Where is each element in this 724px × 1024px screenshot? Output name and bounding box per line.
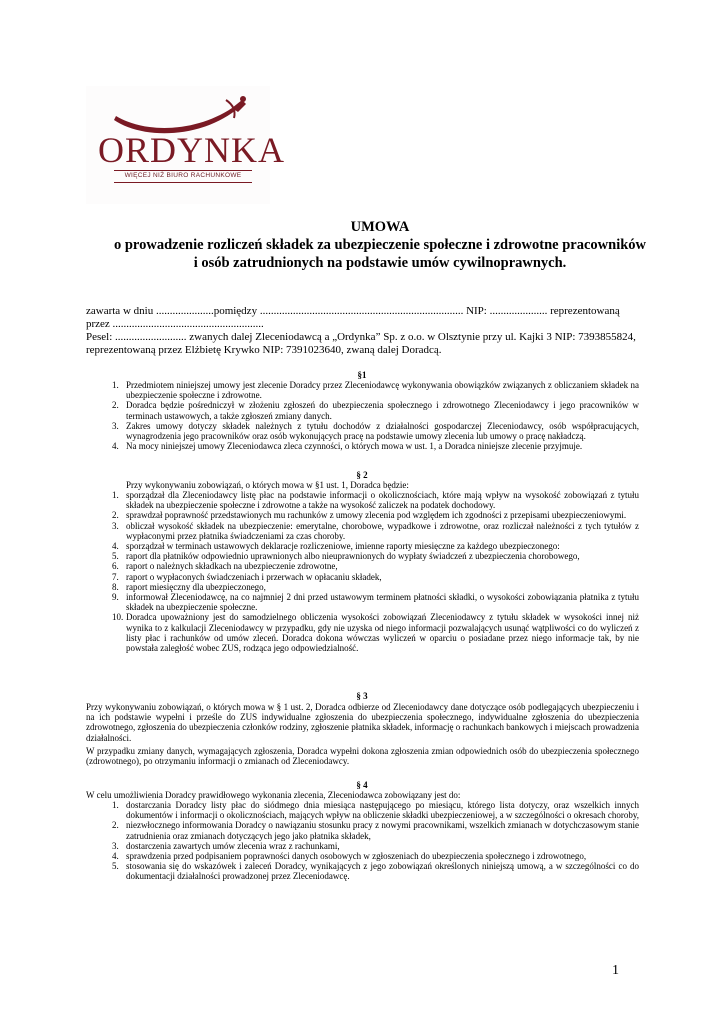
parties-line3: Pesel: .......................... zwanych dalej Zleceniodawcą a „Ordynka” Sp. z o.o. w Olsztynie przy ul. Kajki 3 NIP: 7393855824, bbox=[86, 331, 636, 343]
section-4-heading: § 4 bbox=[356, 780, 368, 790]
section-4-list bbox=[86, 800, 639, 882]
logo-tagline: WIĘCEJ NIŻ BIURO RACHUNKOWE bbox=[124, 172, 242, 179]
doc-title: UMOWA bbox=[350, 219, 410, 235]
list-item: 5. raport dla płatników odpowiednio uprawnionych albo nieuprawnionych do wypłaty świadczeń z ubezpieczenia chorobowego, bbox=[112, 551, 580, 562]
section-3-heading: § 3 bbox=[356, 691, 368, 701]
list-item: 3. dostarczenia zawartych umów zlecenia wraz z rachunkami, bbox=[112, 840, 340, 851]
list-item: 1. sporządzał dla Zleceniodawcy listę płac na podstawie informacji o okolicznościach, które mają wpływ na wysokość zobowiązań z tytułu składek na ubezpieczenie społeczne i zdrowotne a także na wysokość zaliczek na podatek dochodowy. bbox=[112, 490, 639, 511]
section-3-para1: Przy wykonywaniu zobowiązań, o których mowa w § 1 ust. 2, Doradca odbierze od Zleceniodawcy dane dotyczące osób podlegających ubezpieczeniu i na ich podstawie wypełni i prześle do ZUS indywidualne zgłoszenia do ubezpieczenia społecznego, indywidualne zgłoszenia do ubezpieczenia zdrowotnego, zgłoszenia do ubezpieczenia członków rodziny, zgłoszenie płatnika składek, informację o rachunkach bankowych i miejscach prowadzenia działalności. bbox=[86, 702, 639, 743]
list-item: 2. Doradca będzie pośredniczył w złożeniu zgłoszeń do ubezpieczenia społecznego i zdrowotnego Zleceniodawcy i jego pracowników w terminach ustawowych, a także zgłoszeń zmiany danych. bbox=[112, 400, 639, 421]
list-item: 2. sprawdzał poprawność przedstawionych mu rachunków z umowy zlecenia pod względem ich zgodności z przepisami ubezpieczeniowymi. bbox=[112, 510, 627, 521]
company-logo bbox=[86, 86, 285, 204]
doc-subtitle-line1: o prowadzenie rozliczeń składek za ubezpieczenie społeczne i zdrowotne pracowników bbox=[113, 237, 647, 253]
logo-divider bbox=[114, 182, 252, 183]
list-item: 2. niezwłocznego informowania Doradcy o nawiązaniu stosunku pracy z nowymi pracownikami, wszelkich zmianach w dotychczasowym stanie zatrudnienia oraz zmianach dotyczących jego jako płatnika składek, bbox=[112, 820, 639, 841]
section-3-para2: W przypadku zmiany danych, wymagających zgłoszenia, Doradca wypełni dokona zgłoszenia zmian odpowiednich osób do ubezpieczenia społecznego (zdrowotnego), po otrzymaniu informacji o zmianach od Zleceniodawcy. bbox=[86, 746, 639, 767]
list-item: 4. Na mocy niniejszej umowy Zleceniodawca zleca czynności, o których mowa w ust. 1, a Doradca niniejsze zlecenie przyjmuje. bbox=[112, 441, 583, 452]
list-item: 1. dostarczania Doradcy listy płac do siódmego dnia miesiąca następującego po miesiącu, którego lista dotyczy, oraz wszelkich innych dokumentów i informacji o okolicznościach, mających wpływ na obliczenie składki ubezpieczeniowej, a w szczególności o okresach choroby, bbox=[112, 800, 639, 821]
list-item: 4. sprawdzenia przed podpisaniem poprawności danych osobowych w zgłoszeniach do ubezpieczenia społecznego i zdrowotnego, bbox=[112, 851, 587, 862]
list-item: 3. obliczał wysokość składek na ubezpieczenie: emerytalne, chorobowe, wypadkowe i zdrowotne, oraz rozliczał należności z tych tytułów z wypłaconymi przez płatnika świadczeniami za czas choroby. bbox=[112, 520, 639, 541]
section-1-list bbox=[86, 380, 639, 451]
list-item: 10. Doradca upoważniony jest do samodzielnego obliczenia wysokości zobowiązań Zleceniodawcy z tytułu składek w wysokości innej niż wynika to z kalkulacji Zleceniodawcy w przypadku, gdy nie uzyska od niego informacji pozwalających usunąć wątpliwości co do wyliczeń z listy płac i rachunków od umów zleceń. Doradca dokona wówczas wyliczeń w oparciu o posiadane przez niego informacje tak, by nie powstała zaległość wobec ZUS, rodząca jego odpowiedzialność. bbox=[112, 612, 639, 654]
logo-divider bbox=[114, 170, 252, 171]
logo-wordmark: ORDYNKA bbox=[98, 130, 285, 170]
parties-line4: reprezentowaną przez Elżbietę Krywko NIP: 7391023640, zwaną dalej Doradcą. bbox=[86, 344, 442, 356]
list-item: 7. raport o wypłaconych świadczeniach i przerwach w opłacaniu składek, bbox=[112, 571, 382, 582]
parties-line1: zawarta w dniu .....................pomiędzy .......................................................................... NIP: ..................... reprezentowaną bbox=[86, 305, 620, 317]
list-item: 5. stosowania się do wskazówek i zaleceń Doradcy, wynikających z jego zobowiązań określonych niniejszą umową, a w szczególności co do dokumentacji działalności prowadzonej przez Zleceniodawcę. bbox=[112, 861, 639, 882]
section-2-list bbox=[86, 490, 639, 653]
list-item: 1. Przedmiotem niniejszej umowy jest zlecenie Doradcy przez Zleceniodawcę wykonywania obowiązków związanych z obliczaniem składek na ubezpieczenie społeczne i zdrowotne. bbox=[112, 380, 639, 401]
section-1-heading: §1 bbox=[357, 370, 367, 380]
list-item: 8. raport miesięczny dla ubezpieczonego, bbox=[112, 581, 266, 592]
section-4-intro: W celu umożliwienia Doradcy prawidłowego wykonania zlecenia, Zleceniodawca zobowiązany jest do: bbox=[86, 790, 461, 800]
list-item: 9. informował Zleceniodawcę, na co najmniej 2 dni przed ustawowym terminem płatności składki, o wysokości zobowiązania płatnika z tytułu składek na ubezpieczenie społeczne. bbox=[112, 592, 639, 613]
section-2-intro: Przy wykonywaniu zobowiązań, o których mowa w §1 ust. 1, Doradca będzie: bbox=[126, 480, 409, 490]
section-2-heading: § 2 bbox=[356, 470, 368, 480]
list-item: 3. Zakres umowy dotyczy składek należnych z tytułu dochodów z działalności gospodarczej Zleceniodawcy, osób współpracujących, wynagrodzenia jego pracowników oraz osób wykonujących pracę na podstawie umowy zlecenia lub umowy o pracę nakładczą. bbox=[112, 420, 639, 442]
parties-line2: przez ....................................................... bbox=[86, 318, 264, 330]
doc-subtitle-line2: i osób zatrudnionych na podstawie umów cywilnoprawnych. bbox=[193, 255, 567, 271]
list-item: 6. raport o należnych składkach na ubezpieczenie zdrowotne, bbox=[112, 561, 338, 572]
page-number: 1 bbox=[612, 963, 619, 978]
list-item: 4. sporządzał w terminach ustawowych deklaracje rozliczeniowe, imienne raporty miesięczne za każdego ubezpieczonego: bbox=[112, 541, 560, 552]
